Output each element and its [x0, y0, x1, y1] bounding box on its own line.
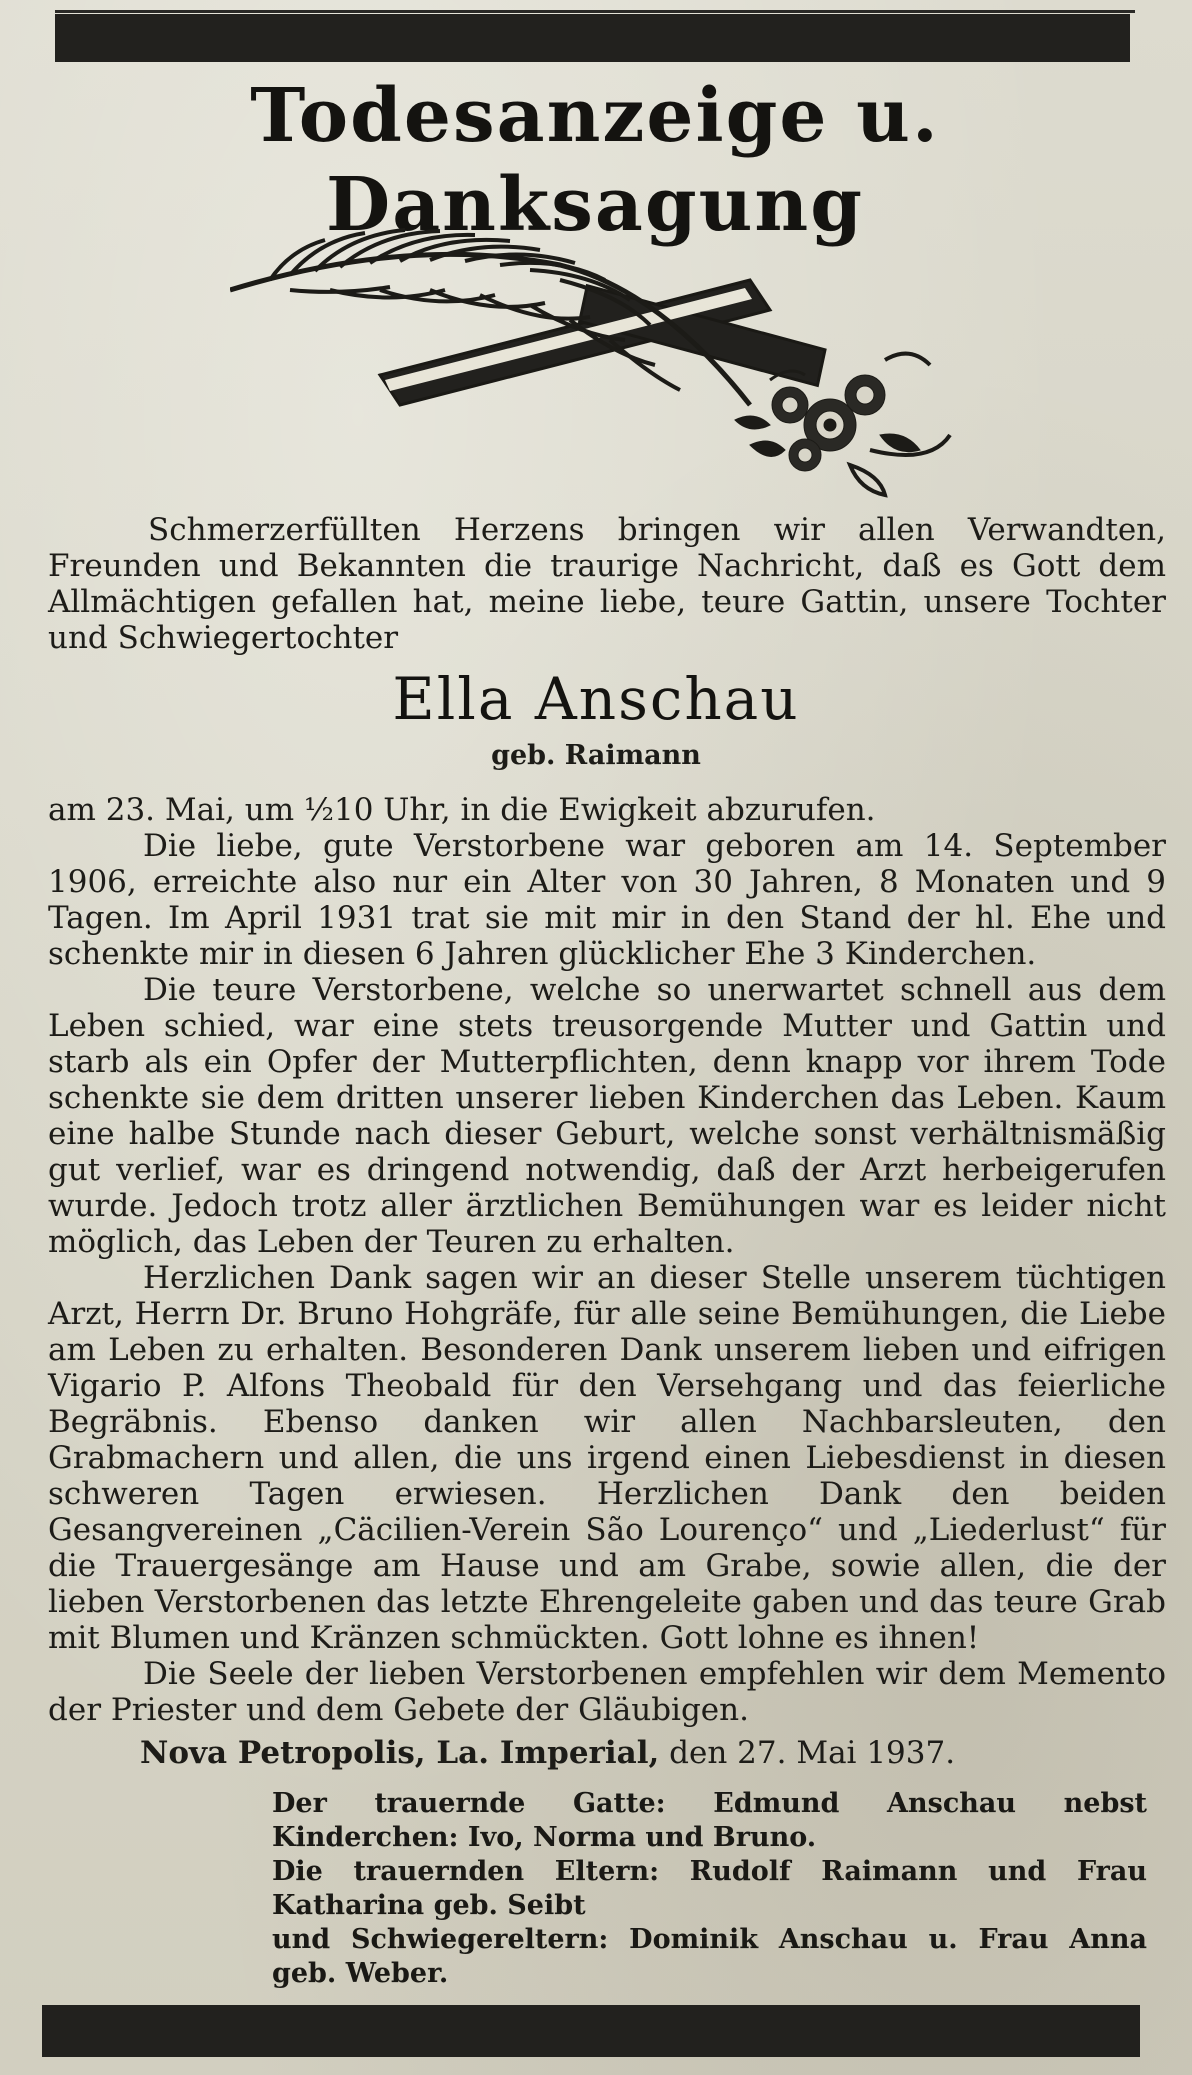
paragraph-thanks: Herzlichen Dank sagen wir an dieser Stelle unserem tüchtigen Arzt, Herrn Dr. Bruno Hohgräfe, für alle seine Bemühungen, die Liebe am Leben zu erhalten. Besonderen Dank unserem lieben und eifrigen Vigario P. Alfons Theobald für den Versehgang und das feierliche Begräbnis. Ebenso danken wir allen Nachbarsleuten, den Grabmachern und allen, die uns irgend einen Liebesdienst in diesen schweren Tagen erwiesen. Herzlichen Dank den beiden Gesangvereinen „Cäcilien-Verein São Lourenço“ und „Liederlust“ für die Trauergesänge am Hause und am Grabe, sowie allen, die der lieben Verstorbenen das letzte Ehrengeleite gaben und das teure Grab mit Blumen und Kränzen schmückten. Gott lohne es ihnen! [48, 1260, 1166, 1656]
intro-text: Schmerzerfüllten Herzens bringen wir allen Verwandten, Freunden und Bekannten die traurige Nachricht, daß es Gott dem Allmächtigen gefallen hat, meine liebe, teure Gattin, unsere Tochter und Schwiegertochter [48, 512, 1166, 656]
top-border-line [55, 0, 1135, 13]
bottom-black-rule [42, 2005, 1140, 2057]
date: den 27. Mai 1937. [669, 1735, 956, 1771]
signatures-block [272, 1787, 1147, 1991]
paragraph-date-of-death: am 23. Mai, um ½10 Uhr, in die Ewigkeit abzurufen. [48, 792, 876, 828]
deceased-name: Ella Anschau [392, 665, 800, 733]
flower-bouquet-shape [735, 354, 950, 495]
announcement-body [48, 792, 1166, 1728]
place-and-date [140, 1735, 1140, 1771]
maiden-name: geb. Raimann [491, 740, 701, 771]
cross-with-palm-and-flowers-icon [230, 195, 1000, 505]
paragraph-circumstances: Die teure Verstorbene, welche so unerwartet schnell aus dem Leben schied, war eine stets treusorgende Mutter und Gattin und starb als ein Opfer der Mutterpflichten, denn knapp vor ihrem Tode schenkte sie dem dritten unserer lieben Kinderchen das Leben. Kaum eine halbe Stunde nach dieser Geburt, welche sonst verhältnismäßig gut verlief, war es dringend notwendig, daß der Arzt herbeigerufen wurde. Jedoch trotz aller ärztlichen Bemühungen war es leider nicht möglich, das Leben der Teuren zu erhalten. [48, 972, 1166, 1260]
paragraph-prayer: Die Seele der lieben Verstorbenen empfehlen wir dem Memento der Priester und dem Gebete der Gläubigen. [48, 1656, 1166, 1728]
signature-parents-in-law: und Schwiegereltern: Dominik Anschau u. Frau Anna geb. Weber. [272, 1924, 1147, 1989]
paragraph-biography: Die liebe, gute Verstorbene war geboren am 14. September 1906, erreichte also nur ein Alter von 30 Jahren, 8 Monaten und 9 Tagen. Im April 1931 trat sie mit mir in den Stand der hl. Ehe und schenkte mir in diesen 6 Jahren glücklicher Ehe 3 Kinderchen. [48, 828, 1166, 972]
place: Nova Petropolis, La. Imperial, [140, 1735, 660, 1771]
headline: Todesanzeige u. Danksagung [250, 73, 940, 248]
top-black-rule [55, 14, 1130, 62]
intro-paragraph [48, 512, 1166, 656]
signature-husband: Der trauernde Gatte: Edmund Anschau nebst Kinderchen: Ivo, Norma und Bruno. [272, 1788, 1147, 1853]
signature-parents: Die trauernden Eltern: Rudolf Raimann und Frau Katharina geb. Seibt [272, 1856, 1147, 1921]
